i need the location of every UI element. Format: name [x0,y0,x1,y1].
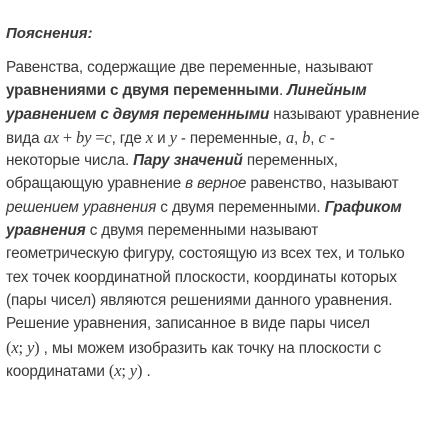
text-fragment: Линейным [287,82,367,100]
math-fragment: ; [121,360,130,380]
text-line [6,359,448,382]
math-fragment: = [91,127,105,147]
text-line [6,56,448,79]
math-fragment: ) [34,337,40,357]
text-fragment: геометрическую фигуру, состоящую из всех тех, и только [6,245,405,263]
text-line [6,196,448,219]
text-fragment: , где [111,129,146,147]
text-fragment: обращающую уравнение [6,175,186,193]
text-fragment: (пары чисел) являются решениями данного уравнения. [6,291,393,309]
math-fragment: y [129,360,137,380]
text-fragment: в верное [185,175,247,193]
text-fragment: с двумя переменными называют [85,222,319,240]
text-line [6,266,448,289]
text-fragment: с двумя переменными. [156,198,325,216]
text-line [6,172,448,195]
text-fragment: некоторые числа. [6,152,134,170]
text-fragment: - переменные, [176,129,286,147]
math-fragment: ; [18,337,27,357]
math-fragment: c [104,127,112,147]
text-fragment: уравнением с двумя переменными [6,105,270,123]
text-line [6,103,448,126]
math-fragment: ax [43,127,59,147]
math-fragment: y [26,337,35,357]
text-fragment: , [293,129,303,147]
text-line [6,149,448,172]
text-fragment: решением уравнения [6,198,157,216]
text-fragment: . [142,362,151,380]
text-fragment: и [152,129,170,147]
text-fragment: - [325,129,335,147]
math-fragment: x [145,127,153,147]
math-fragment: ( [108,360,115,380]
text-line [6,126,448,149]
math-fragment: by [76,127,92,147]
explanation-paragraph [6,56,448,382]
text-line [6,312,448,335]
math-fragment: c [318,127,326,147]
text-fragment: тех точек координатной плоскости, координаты которых [6,268,397,286]
text-fragment: называют уравнение [269,105,420,123]
text-line [6,79,448,102]
text-line [6,289,448,312]
text-fragment: равенство, называют [246,175,399,193]
text-fragment: координатами [6,362,109,380]
text-fragment: уравнения [6,222,86,240]
text-line [6,336,448,359]
math-fragment: x [11,337,19,357]
text-line [6,242,448,265]
text-fragment: уравнениями с двумя переменными [6,82,279,100]
math-fragment: x [114,360,122,380]
text-line [6,219,448,242]
text-fragment: Равенства, содержащие две переменные, называют [6,59,374,76]
math-fragment: y [169,127,177,147]
text-fragment: . [278,82,288,100]
text-fragment: Графиком [324,198,402,216]
text-fragment: Пару значений [133,152,243,170]
math-fragment: + [58,127,76,147]
text-fragment: , мы можем изобразить как точку на плоскости с [39,339,382,357]
text-fragment: , [310,129,319,147]
text-fragment: вида [6,129,44,147]
text-fragment: переменных, [242,152,338,170]
math-fragment: b [302,127,311,147]
math-fragment: ( [6,337,12,357]
section-heading: Пояснения: [6,25,93,42]
text-fragment: Решение уравнения, записанное в виде пары чисел [6,315,370,333]
math-fragment: a [285,127,294,147]
math-fragment: ) [136,360,143,380]
